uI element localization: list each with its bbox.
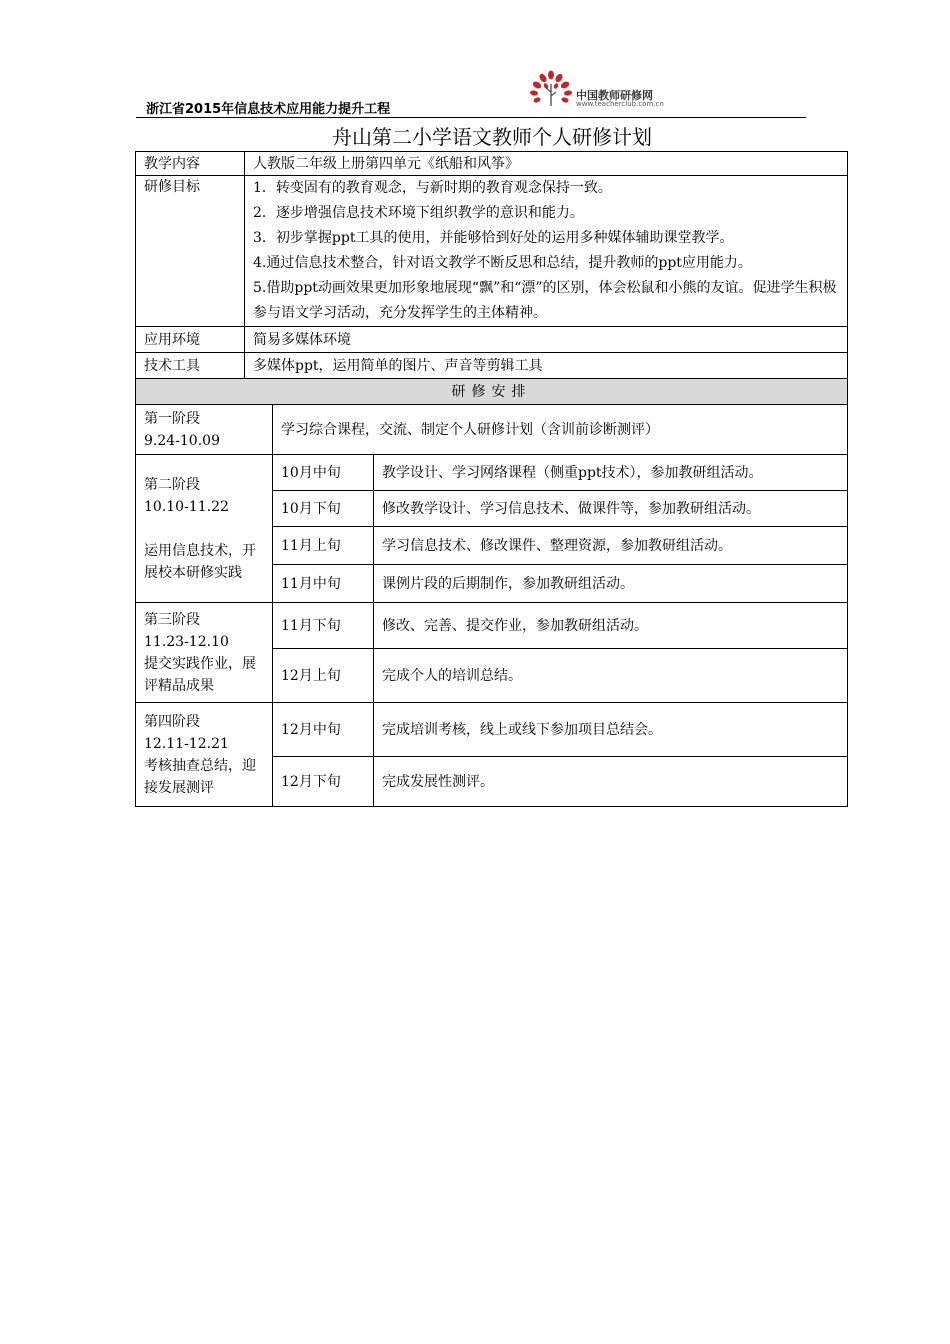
header-divider: [136, 117, 806, 118]
phase1-cell: [136, 405, 273, 455]
phase4-task: 完成培训考核，线上或线下参加项目总结会。: [374, 703, 848, 757]
phase2-time: 11月中旬: [273, 565, 374, 603]
tools-value: [245, 353, 848, 379]
phase3-cell: [136, 603, 273, 703]
environment-row: [136, 327, 848, 353]
content-row: [136, 152, 848, 176]
goal-item: 4.通过信息技术整合，针对语文教学不断反思和总结，提升教师的ppt应用能力。: [253, 255, 752, 271]
schedule-title: 研修安排: [136, 379, 848, 405]
header-project-title: 浙江省2015年信息技术应用能力提升工程: [146, 102, 391, 117]
logo-name: 中国教师研修网: [576, 89, 653, 102]
phase3-task: 完成个人的培训总结。: [374, 649, 848, 703]
logo-tree-icon: [528, 70, 574, 110]
goals-label: 研修目标: [136, 176, 245, 327]
goals-row: [136, 176, 848, 327]
phase2-task: 课例片段的后期制作，参加教研组活动。: [374, 565, 848, 603]
content-value: 人教版二年级上册第四单元《纸船和风筝》: [245, 152, 848, 176]
phase3-time: 12月上旬: [273, 649, 374, 703]
phase1-task: 学习综合课程，交流、制定个人研修计划（含训前诊断测评）: [273, 405, 848, 455]
phase2-task: 教学设计、学习网络课程（侧重ppt技术），参加教研组活动。: [374, 455, 848, 491]
phase2-row: [136, 455, 848, 491]
goals-list: [245, 176, 848, 327]
goal-item: 5.借助ppt动画效果更加形象地展现“飘”和“漂”的区别，体会松鼠和小熊的友谊。促进学生积极参与语文学习活动，充分发挥学生的主体精神。: [253, 280, 837, 321]
phase4-desc: 考核抽查总结，迎接发展测评: [144, 757, 256, 796]
goal-item: 2．逐步增强信息技术环境下组织教学的意识和能力。: [253, 205, 584, 221]
phase2-dates: 10.10-11.22: [144, 498, 229, 515]
phase2-cell: [136, 455, 273, 603]
content-label: 教学内容: [136, 152, 245, 176]
tools-text: 多媒体ppt，运用简单的图片、声音等: [253, 357, 487, 374]
document-title: 舟山第二小学语文教师个人研修计划: [332, 125, 652, 149]
phase2-name: 第二阶段: [144, 476, 200, 493]
phase4-row: [136, 703, 848, 757]
phase3-name: 第三阶段: [144, 611, 200, 628]
tools-bold-text: 剪辑工具: [486, 357, 543, 374]
phase4-dates: 12.11-12.21: [144, 735, 229, 752]
plan-table: [135, 151, 848, 807]
environment-label: 应用环境: [136, 327, 245, 353]
schedule-header-row: [136, 379, 848, 405]
phase1-dates: 9.24-10.09: [144, 432, 220, 449]
phase1-row: [136, 405, 848, 455]
phase4-name: 第四阶段: [144, 713, 200, 730]
logo-url: www.teacherclub.com.cn: [576, 100, 664, 108]
phase3-dates: 11.23-12.10: [144, 633, 229, 650]
phase2-time: 10月下旬: [273, 491, 374, 527]
phase2-time: 10月中旬: [273, 455, 374, 491]
tools-row: [136, 353, 848, 379]
tools-label: 技术工具: [136, 353, 245, 379]
phase4-time: 12月下旬: [273, 757, 374, 807]
goal-item: 3．初步掌握ppt工具的使用，并能够恰到好处的运用多种媒体辅助课堂教学。: [253, 230, 734, 246]
phase4-cell: [136, 703, 273, 807]
phase2-task: 修改教学设计、学习信息技术、做课件等，参加教研组活动。: [374, 491, 848, 527]
environment-value: 简易多媒体环境: [245, 327, 848, 353]
phase2-desc: 运用信息技术，开展校本研修实践: [144, 542, 256, 581]
phase4-task: 完成发展性测评。: [374, 757, 848, 807]
phase2-task: 学习信息技术、修改课件、整理资源，参加教研组活动。: [374, 527, 848, 565]
phase3-task: 修改、完善、提交作业，参加教研组活动。: [374, 603, 848, 649]
goal-item: 1．转变固有的教育观念，与新时期的教育观念保持一致。: [253, 180, 612, 196]
phase3-row: [136, 603, 848, 649]
phase1-name: 第一阶段: [144, 410, 200, 427]
phase3-desc: 提交实践作业，展评精品成果: [144, 655, 256, 694]
phase4-time: 12月中旬: [273, 703, 374, 757]
phase3-time: 11月下旬: [273, 603, 374, 649]
teacherclub-logo: [528, 70, 668, 110]
phase2-time: 11月上旬: [273, 527, 374, 565]
